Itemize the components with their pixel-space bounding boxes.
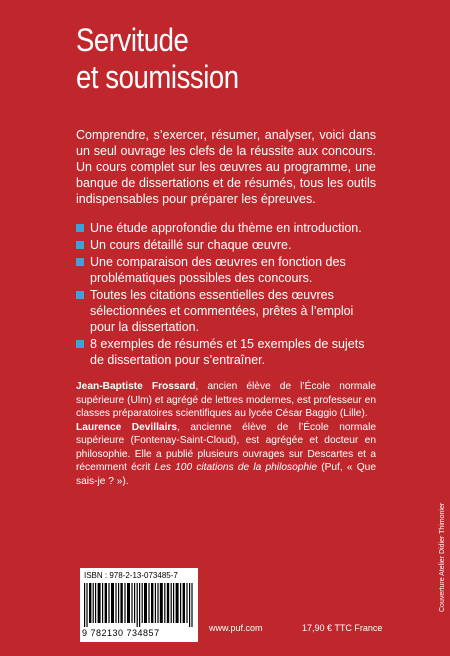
isbn-label: ISBN : 978-2-13-073485-7 bbox=[84, 571, 178, 580]
barcode-icon bbox=[84, 583, 194, 627]
author-name: Jean-Baptiste Frossard bbox=[76, 381, 196, 392]
feature-list bbox=[76, 220, 380, 369]
list-item bbox=[76, 220, 380, 236]
title-line-1: Servitude bbox=[76, 22, 189, 58]
list-item-text: Toutes les citations essentielles des œuvres sélectionnées et commentées, prêtes à l’emploi pour la dissertation. bbox=[90, 288, 354, 334]
book-reference: Les 100 citations de la philosophie bbox=[154, 462, 318, 473]
square-bullet-icon bbox=[76, 340, 84, 348]
author-bio-2 bbox=[76, 421, 376, 489]
list-item-text: Une étude approfondie du thème en introduction. bbox=[90, 221, 362, 235]
cover-credit: Couverture Atelier Didier Thimonier bbox=[439, 502, 446, 612]
square-bullet-icon bbox=[76, 291, 84, 299]
list-item bbox=[76, 336, 380, 368]
author-bio-tail: (Puf, « Que sais-je ? »). bbox=[76, 462, 376, 487]
list-item bbox=[76, 237, 380, 253]
price-label: 17,90 € TTC France bbox=[302, 623, 383, 633]
barcode-panel bbox=[80, 568, 198, 642]
list-item-text: 8 exemples de résumés et 15 exemples de sujets de dissertation pour s’entraîner. bbox=[90, 337, 365, 367]
square-bullet-icon bbox=[76, 241, 84, 249]
list-item bbox=[76, 254, 380, 286]
list-item-text: Un cours détaillé sur chaque œuvre. bbox=[90, 238, 292, 252]
book-title bbox=[76, 22, 239, 96]
title-line-2: et soumission bbox=[76, 59, 239, 95]
author-bio-1 bbox=[76, 380, 376, 421]
author-bios bbox=[76, 380, 376, 488]
list-item bbox=[76, 287, 380, 335]
author-name: Laurence Devillairs bbox=[76, 421, 178, 433]
author-bio-text: , ancien élève de l’École normale supérieure (Ulm) et agrégé de lettres modernes, est professeur en classes préparatoires scientifiques au lycée César Baggio (Lille). bbox=[76, 381, 376, 419]
intro-paragraph: Comprendre, s’exercer, résumer, analyser, voici dans un seul ouvrage les clefs de la réussite aux concours. Un cours complet sur les œuvres au programme, une banque de dissertations et de résumés, tous les outils indispensables pour préparer les épreuves. bbox=[76, 128, 376, 206]
list-item-text: Une comparaison des œuvres en fonction des problématiques possibles des concours. bbox=[90, 255, 346, 285]
barcode-digits: 9 782130 734857 bbox=[82, 628, 160, 638]
publisher-website: www.puf.com bbox=[209, 623, 263, 633]
square-bullet-icon bbox=[76, 258, 84, 266]
author-bio-text: , ancienne élève de l’École normale supérieure (Fontenay-Saint-Cloud), est agrégée et docteur en philosophie. Elle a publié plusieurs ouvrages sur Descartes et a récemment écrit bbox=[76, 421, 376, 473]
square-bullet-icon bbox=[76, 224, 84, 232]
